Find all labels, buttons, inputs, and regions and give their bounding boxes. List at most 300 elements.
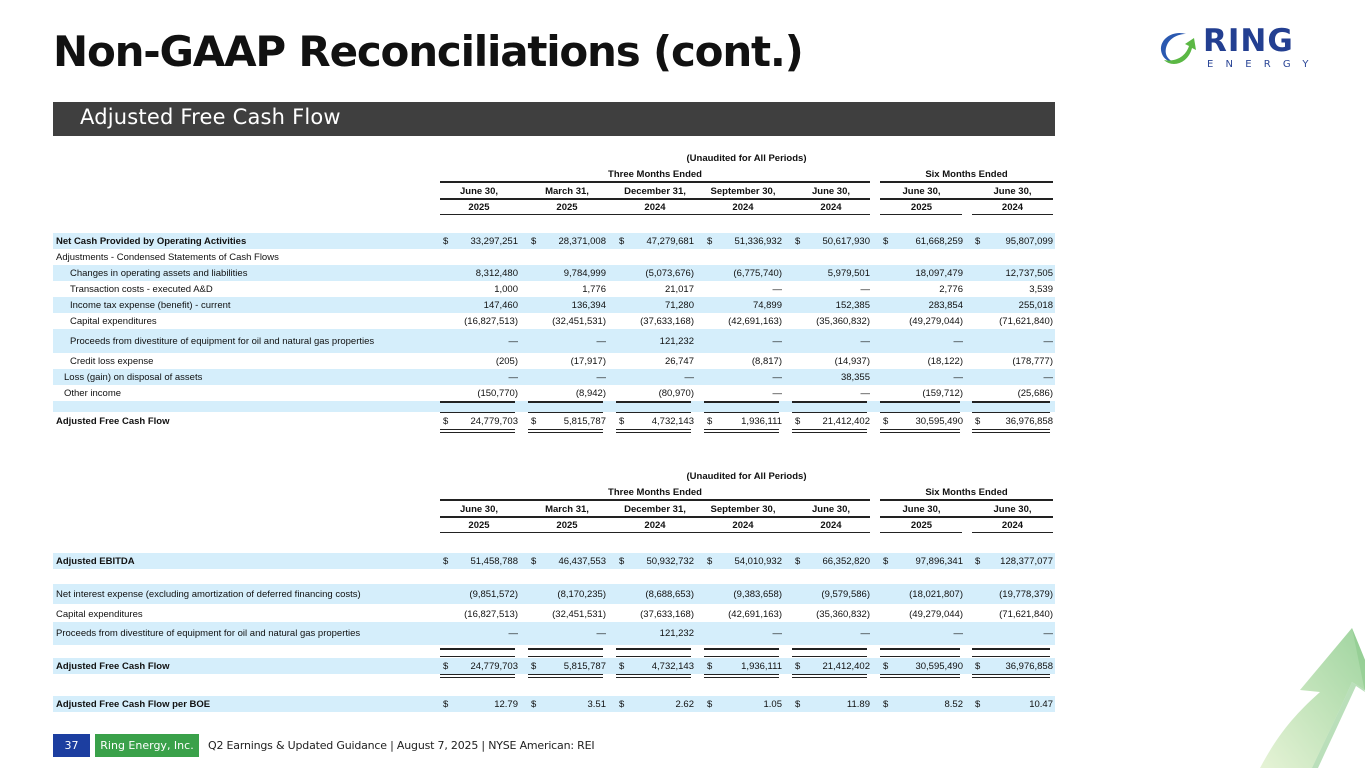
column-date: June 30, <box>902 186 941 197</box>
dollar-sign: $ <box>443 415 449 427</box>
dollar-sign: $ <box>531 660 537 672</box>
row-value: 121,232 <box>659 628 694 639</box>
row-value: — <box>684 371 694 383</box>
dollar-sign: $ <box>883 698 889 710</box>
dollar-sign: $ <box>443 555 449 567</box>
row-value: 61,668,259 <box>915 235 963 247</box>
dollar-sign: $ <box>619 698 625 710</box>
dollar-sign: $ <box>619 415 625 427</box>
row-value: (49,279,044) <box>909 315 963 327</box>
column-year: 2025 <box>910 202 933 213</box>
row-value-cell <box>440 416 518 427</box>
table-row <box>53 329 1055 353</box>
single-underline <box>616 401 691 403</box>
row-value-cell <box>880 416 963 427</box>
double-underline <box>880 674 960 678</box>
table-row <box>53 584 1055 604</box>
table-row <box>53 233 1055 249</box>
footer-text: Q2 Earnings & Updated Guidance | August 7, 2025 | NYSE American: REI <box>208 739 595 752</box>
row-value-cell <box>616 372 694 383</box>
single-underline <box>440 401 515 403</box>
column-year: 2024 <box>820 520 842 531</box>
row-value-cell <box>880 300 963 311</box>
row-value-cell <box>792 661 870 672</box>
column-date: September 30, <box>710 186 776 197</box>
row-value: 1,936,111 <box>741 415 782 427</box>
row-label: Adjustments - Condensed Statements of Cash Flows <box>56 251 279 263</box>
row-value: — <box>1043 628 1053 639</box>
row-value-cell <box>528 628 606 639</box>
row-value: (37,633,168) <box>640 608 694 620</box>
column-year: 2024 <box>732 202 754 213</box>
row-value: 74,899 <box>752 299 782 311</box>
header-rule <box>880 532 962 533</box>
row-value-cell <box>528 699 606 710</box>
group-six-months: Six Months Ended <box>925 169 1008 180</box>
row-value: 46,437,553 <box>558 555 606 567</box>
row-value-cell <box>616 416 694 427</box>
row-label: Income tax expense (benefit) - current <box>70 299 231 311</box>
row-value: 50,617,930 <box>822 235 870 247</box>
row-value: 1.05 <box>763 698 782 710</box>
single-underline <box>880 656 960 657</box>
group-three-months: Three Months Ended <box>608 169 702 180</box>
section-header-title: Adjusted Free Cash Flow <box>80 105 341 129</box>
row-value-cell <box>972 336 1053 347</box>
row-value-cell <box>704 628 782 639</box>
row-value-cell <box>792 300 870 311</box>
double-underline <box>440 674 515 678</box>
row-value-cell <box>792 388 870 399</box>
header-rule <box>440 198 870 200</box>
row-value-cell <box>792 556 870 567</box>
single-underline <box>528 401 603 403</box>
column-year: 2024 <box>732 520 754 531</box>
row-value: — <box>953 371 963 383</box>
row-value: 54,010,932 <box>734 555 782 567</box>
row-value: 66,352,820 <box>822 555 870 567</box>
column-year: 2025 <box>468 520 490 531</box>
single-underline <box>528 648 603 650</box>
row-value-cell <box>972 628 1053 639</box>
dollar-sign: $ <box>619 660 625 672</box>
row-value: (8,942) <box>575 387 606 399</box>
row-value-cell <box>440 388 518 399</box>
dollar-sign: $ <box>795 660 801 672</box>
row-value: 4,732,143 <box>651 415 694 427</box>
row-value: (32,451,531) <box>552 315 606 327</box>
single-underline <box>616 648 691 650</box>
row-value-cell <box>880 388 963 399</box>
row-value-cell <box>528 372 606 383</box>
single-underline <box>972 648 1050 650</box>
row-value: 21,017 <box>664 283 694 295</box>
row-value-cell <box>440 589 518 600</box>
row-value: 136,394 <box>571 299 606 311</box>
column-year: 2025 <box>468 202 490 213</box>
row-value: — <box>508 335 518 347</box>
row-label: Other income <box>64 387 122 399</box>
header-rule <box>972 214 1053 215</box>
column-date: June 30, <box>811 504 851 515</box>
dollar-sign: $ <box>795 698 801 710</box>
ring-energy-logo <box>1150 24 1320 76</box>
row-value-cell <box>972 661 1053 672</box>
row-value: (8,170,235) <box>557 588 606 600</box>
adjusted-fcf-reconciliation-table <box>53 150 1055 440</box>
row-value: (80,970) <box>658 387 694 399</box>
row-value-cell <box>880 268 963 279</box>
row-value: 36,976,858 <box>1005 660 1053 672</box>
single-underline <box>972 656 1050 657</box>
single-underline <box>440 412 515 413</box>
row-value: 128,377,077 <box>1000 555 1053 567</box>
double-underline <box>792 429 867 433</box>
row-label: Changes in operating assets and liabilities <box>70 267 248 279</box>
row-value: 95,807,099 <box>1005 235 1053 247</box>
row-value-cell <box>880 356 963 367</box>
header-rule <box>880 214 962 215</box>
row-value-cell <box>792 416 870 427</box>
row-value-cell <box>704 699 782 710</box>
row-value: (71,621,840) <box>999 315 1053 327</box>
row-value: (9,579,586) <box>821 588 870 600</box>
table-row <box>53 696 1055 712</box>
row-value-cell <box>704 356 782 367</box>
row-value-cell <box>528 300 606 311</box>
row-value: — <box>953 335 963 347</box>
row-label: Net interest expense (excluding amortization of deferred financing costs) <box>56 588 361 600</box>
table-row <box>53 606 1055 622</box>
dollar-sign: $ <box>883 415 889 427</box>
row-value: 8,312,480 <box>475 267 518 279</box>
row-value: (18,021,807) <box>909 588 963 600</box>
row-value-cell <box>792 356 870 367</box>
row-value: (19,778,379) <box>999 588 1053 600</box>
row-value: 33,297,251 <box>470 235 518 247</box>
dollar-sign: $ <box>443 235 449 247</box>
row-value-cell <box>616 300 694 311</box>
row-value-cell <box>972 300 1053 311</box>
single-underline <box>616 656 691 657</box>
row-value: — <box>860 387 870 399</box>
dollar-sign: $ <box>795 415 801 427</box>
column-year: 2025 <box>556 520 578 531</box>
row-value: 24,779,703 <box>470 660 518 672</box>
column-date: June 30, <box>993 186 1032 197</box>
row-value: 5,815,787 <box>563 415 606 427</box>
double-underline <box>880 429 960 433</box>
row-value-cell <box>972 388 1053 399</box>
dollar-sign: $ <box>883 235 889 247</box>
row-value-cell <box>792 268 870 279</box>
row-value: 30,595,490 <box>915 415 963 427</box>
row-value-cell <box>528 661 606 672</box>
table-row <box>53 281 1055 297</box>
row-value: (71,621,840) <box>999 608 1053 620</box>
row-value-cell <box>528 268 606 279</box>
row-value-cell <box>528 609 606 620</box>
row-value: (8,817) <box>751 355 782 367</box>
row-value: 26,747 <box>664 355 694 367</box>
row-value: (16,827,513) <box>464 608 518 620</box>
dollar-sign: $ <box>707 415 713 427</box>
group-six-months: Six Months Ended <box>925 487 1008 498</box>
row-value-cell <box>528 556 606 567</box>
column-year: 2024 <box>820 202 842 213</box>
table-row <box>53 413 1055 429</box>
section-header-bar <box>53 102 1055 136</box>
row-value: (37,633,168) <box>640 315 694 327</box>
row-value: (16,827,513) <box>464 315 518 327</box>
row-value-cell <box>616 236 694 247</box>
row-value: 1,936,111 <box>741 660 782 672</box>
row-value-cell <box>792 609 870 620</box>
single-underline <box>880 412 960 413</box>
row-value: (9,383,658) <box>733 588 782 600</box>
dollar-sign: $ <box>975 698 981 710</box>
row-value: 9,784,999 <box>563 267 606 279</box>
dollar-sign: $ <box>443 660 449 672</box>
row-value: 147,460 <box>483 299 518 311</box>
dollar-sign: $ <box>707 698 713 710</box>
dollar-sign: $ <box>975 415 981 427</box>
unaudited-label: (Unaudited for All Periods) <box>686 153 807 164</box>
dollar-sign: $ <box>975 555 981 567</box>
row-value-cell <box>440 356 518 367</box>
row-value: (14,937) <box>834 355 870 367</box>
row-value: 2.62 <box>675 698 694 710</box>
row-value: — <box>1043 371 1053 383</box>
row-value-cell <box>880 284 963 295</box>
row-value: (5,073,676) <box>645 267 694 279</box>
header-rule <box>440 532 870 533</box>
row-value: 121,232 <box>659 335 694 347</box>
dollar-sign: $ <box>531 698 537 710</box>
row-value: (25,686) <box>1017 387 1053 399</box>
row-value-cell <box>440 628 518 639</box>
row-label: Adjusted Free Cash Flow <box>56 415 170 427</box>
row-value: 12,737,505 <box>1005 267 1053 279</box>
column-year: 2025 <box>556 202 578 213</box>
double-underline <box>616 429 691 433</box>
row-value-cell <box>616 556 694 567</box>
column-date: December 31, <box>624 186 686 197</box>
column-date: December 31, <box>624 504 686 515</box>
double-underline <box>972 674 1050 678</box>
single-underline <box>972 401 1050 403</box>
row-value-cell <box>972 284 1053 295</box>
row-value: (159,712) <box>922 387 963 399</box>
double-underline <box>972 429 1050 433</box>
row-value: 5,979,501 <box>827 267 870 279</box>
row-value-cell <box>704 300 782 311</box>
header-rule <box>972 532 1053 533</box>
row-value-cell <box>440 300 518 311</box>
dollar-sign: $ <box>795 555 801 567</box>
row-label: Adjusted Free Cash Flow <box>56 660 170 672</box>
row-value: 11.89 <box>846 698 870 710</box>
row-value-cell <box>792 284 870 295</box>
row-value-cell <box>616 699 694 710</box>
row-value: 47,279,681 <box>646 235 694 247</box>
row-value-cell <box>440 609 518 620</box>
row-value: 255,018 <box>1018 299 1053 311</box>
double-underline <box>792 674 867 678</box>
row-value: — <box>596 628 606 639</box>
row-value: 24,779,703 <box>470 415 518 427</box>
row-value-cell <box>704 609 782 620</box>
row-value-cell <box>616 628 694 639</box>
row-value-cell <box>792 372 870 383</box>
header-rule <box>880 198 1053 200</box>
row-value: 10.47 <box>1029 698 1053 710</box>
row-value-cell <box>972 699 1053 710</box>
row-value: 2,776 <box>939 283 963 295</box>
table-row <box>53 553 1055 569</box>
dollar-sign: $ <box>619 555 625 567</box>
row-value: (35,360,832) <box>816 315 870 327</box>
dollar-sign: $ <box>883 660 889 672</box>
header-rule <box>440 214 870 215</box>
row-value-cell <box>616 316 694 327</box>
row-label: Credit loss expense <box>70 355 154 367</box>
table-row <box>53 369 1055 385</box>
column-year: 2025 <box>910 520 933 531</box>
row-value: (178,777) <box>1012 355 1053 367</box>
single-underline <box>704 412 779 413</box>
row-label: Proceeds from divestiture of equipment for oil and natural gas properties <box>70 335 375 347</box>
row-value-cell <box>972 416 1053 427</box>
single-underline <box>792 401 867 403</box>
double-underline <box>528 674 603 678</box>
single-underline <box>528 656 603 657</box>
row-value-cell <box>440 556 518 567</box>
footer-company: Ring Energy, Inc. <box>95 734 199 757</box>
row-value: 51,458,788 <box>470 555 518 567</box>
row-value-cell <box>880 556 963 567</box>
row-value: 283,854 <box>928 299 963 311</box>
double-underline <box>704 674 779 678</box>
row-value-cell <box>792 236 870 247</box>
column-date: June 30, <box>993 504 1032 515</box>
row-value: 8.52 <box>944 698 963 710</box>
row-value: 18,097,479 <box>915 267 963 279</box>
single-underline <box>440 648 515 650</box>
row-value-cell <box>972 236 1053 247</box>
row-label: Net Cash Provided by Operating Activities <box>56 235 247 247</box>
column-year: 2024 <box>644 202 666 213</box>
row-value: — <box>772 628 782 639</box>
row-value: (17,917) <box>570 355 606 367</box>
row-value: 28,371,008 <box>558 235 606 247</box>
row-label: Adjusted EBITDA <box>56 555 135 567</box>
row-value-cell <box>616 284 694 295</box>
row-value: — <box>953 628 963 639</box>
single-underline <box>704 401 779 403</box>
column-year: 2024 <box>1001 520 1024 531</box>
row-value-cell <box>972 556 1053 567</box>
row-value-cell <box>528 356 606 367</box>
double-underline <box>704 429 779 433</box>
row-value: (42,691,163) <box>728 608 782 620</box>
row-value-cell <box>704 589 782 600</box>
row-value-cell <box>792 589 870 600</box>
row-value: (32,451,531) <box>552 608 606 620</box>
row-value-cell <box>616 356 694 367</box>
column-date: June 30, <box>811 186 851 197</box>
row-value-cell <box>616 336 694 347</box>
row-value-cell <box>972 372 1053 383</box>
row-value-cell <box>704 661 782 672</box>
row-value-cell <box>792 628 870 639</box>
row-value: — <box>772 283 782 295</box>
header-rule <box>880 499 1053 501</box>
row-value-cell <box>972 356 1053 367</box>
row-value: — <box>596 371 606 383</box>
single-underline <box>704 656 779 657</box>
table-row <box>53 622 1055 645</box>
double-underline <box>528 429 603 433</box>
row-value: 1,776 <box>582 283 606 295</box>
dollar-sign: $ <box>975 660 981 672</box>
column-date: June 30, <box>459 186 499 197</box>
single-underline <box>704 648 779 650</box>
row-value-cell <box>440 236 518 247</box>
table-row <box>53 249 1055 265</box>
dollar-sign: $ <box>531 555 537 567</box>
table-row <box>53 658 1055 674</box>
dollar-sign: $ <box>795 235 801 247</box>
table-row <box>53 385 1055 401</box>
row-value-cell <box>616 589 694 600</box>
column-year: 2024 <box>1001 202 1024 213</box>
row-value-cell <box>440 316 518 327</box>
row-value-cell <box>704 388 782 399</box>
row-value-cell <box>704 316 782 327</box>
row-value: — <box>772 387 782 399</box>
row-value-cell <box>528 388 606 399</box>
dollar-sign: $ <box>707 235 713 247</box>
row-value: 1,000 <box>494 283 518 295</box>
header-rule <box>440 516 870 518</box>
row-value: — <box>772 371 782 383</box>
row-value-cell <box>972 589 1053 600</box>
row-value: — <box>772 335 782 347</box>
row-value-cell <box>704 236 782 247</box>
table-row <box>53 297 1055 313</box>
row-value: 36,976,858 <box>1005 415 1053 427</box>
row-value: — <box>860 335 870 347</box>
row-value: (35,360,832) <box>816 608 870 620</box>
row-value-cell <box>880 236 963 247</box>
row-value-cell <box>972 609 1053 620</box>
single-underline <box>792 648 867 650</box>
row-value-cell <box>880 589 963 600</box>
row-value-cell <box>880 316 963 327</box>
growth-arrow-icon <box>1240 620 1365 768</box>
header-rule <box>880 516 1053 518</box>
row-value-cell <box>528 284 606 295</box>
dollar-sign: $ <box>531 415 537 427</box>
row-value-cell <box>972 316 1053 327</box>
row-value-cell <box>880 372 963 383</box>
row-value-cell <box>528 236 606 247</box>
row-value-cell <box>880 628 963 639</box>
ebitda-to-fcf-reconciliation-table <box>53 469 1055 719</box>
row-value: 97,896,341 <box>915 555 963 567</box>
header-rule <box>880 181 1053 183</box>
